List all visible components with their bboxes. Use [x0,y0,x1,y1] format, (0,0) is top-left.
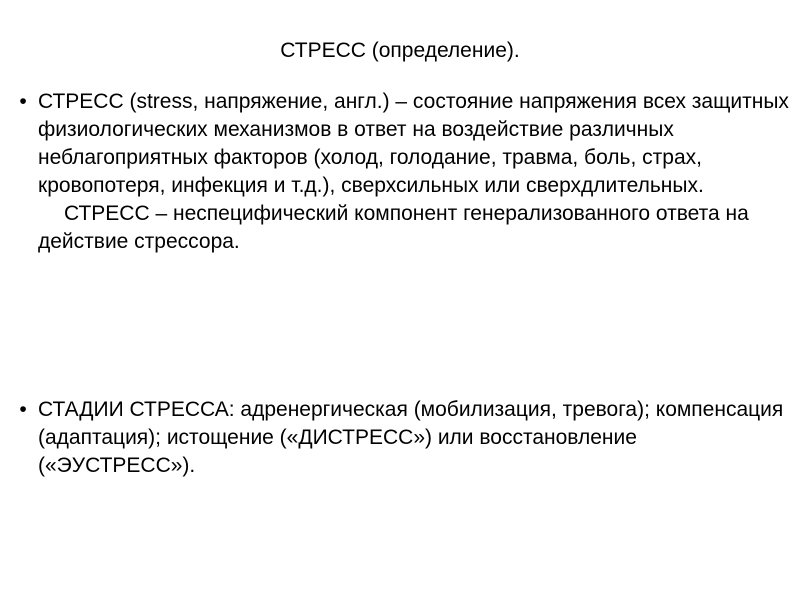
definition-paragraph: СТРЕСС (stress, напряжение, англ.) – состояние напряжения всех защитных физиологических механизмов в ответ на воздействие различных неблагоприятных факторов (холод, голодание, травма, боль, страх, кровопотеря, инфекция и т.д.), сверхсильных или сверхдлительных. [38,90,789,197]
bullet-item-definition [8,88,793,256]
bullet-dot-icon: • [19,398,27,421]
definition-continuation: СТРЕСС – неспецифический компонент генерализованного ответа на действие стрессора. [38,202,749,253]
bullet-text-container [38,396,793,480]
bullet-text-container [38,88,793,256]
slide-title: СТРЕСС (определение). [280,39,520,62]
stages-paragraph: СТАДИИ СТРЕССА: адренергическая (мобилизация, тревога); компенсация (адаптация); истощение («ДИСТРЕСС») или восстановление («ЭУСТРЕСС»). [38,398,784,477]
bullet-item-stages [8,396,793,480]
bullet-dot-icon: • [19,90,27,113]
